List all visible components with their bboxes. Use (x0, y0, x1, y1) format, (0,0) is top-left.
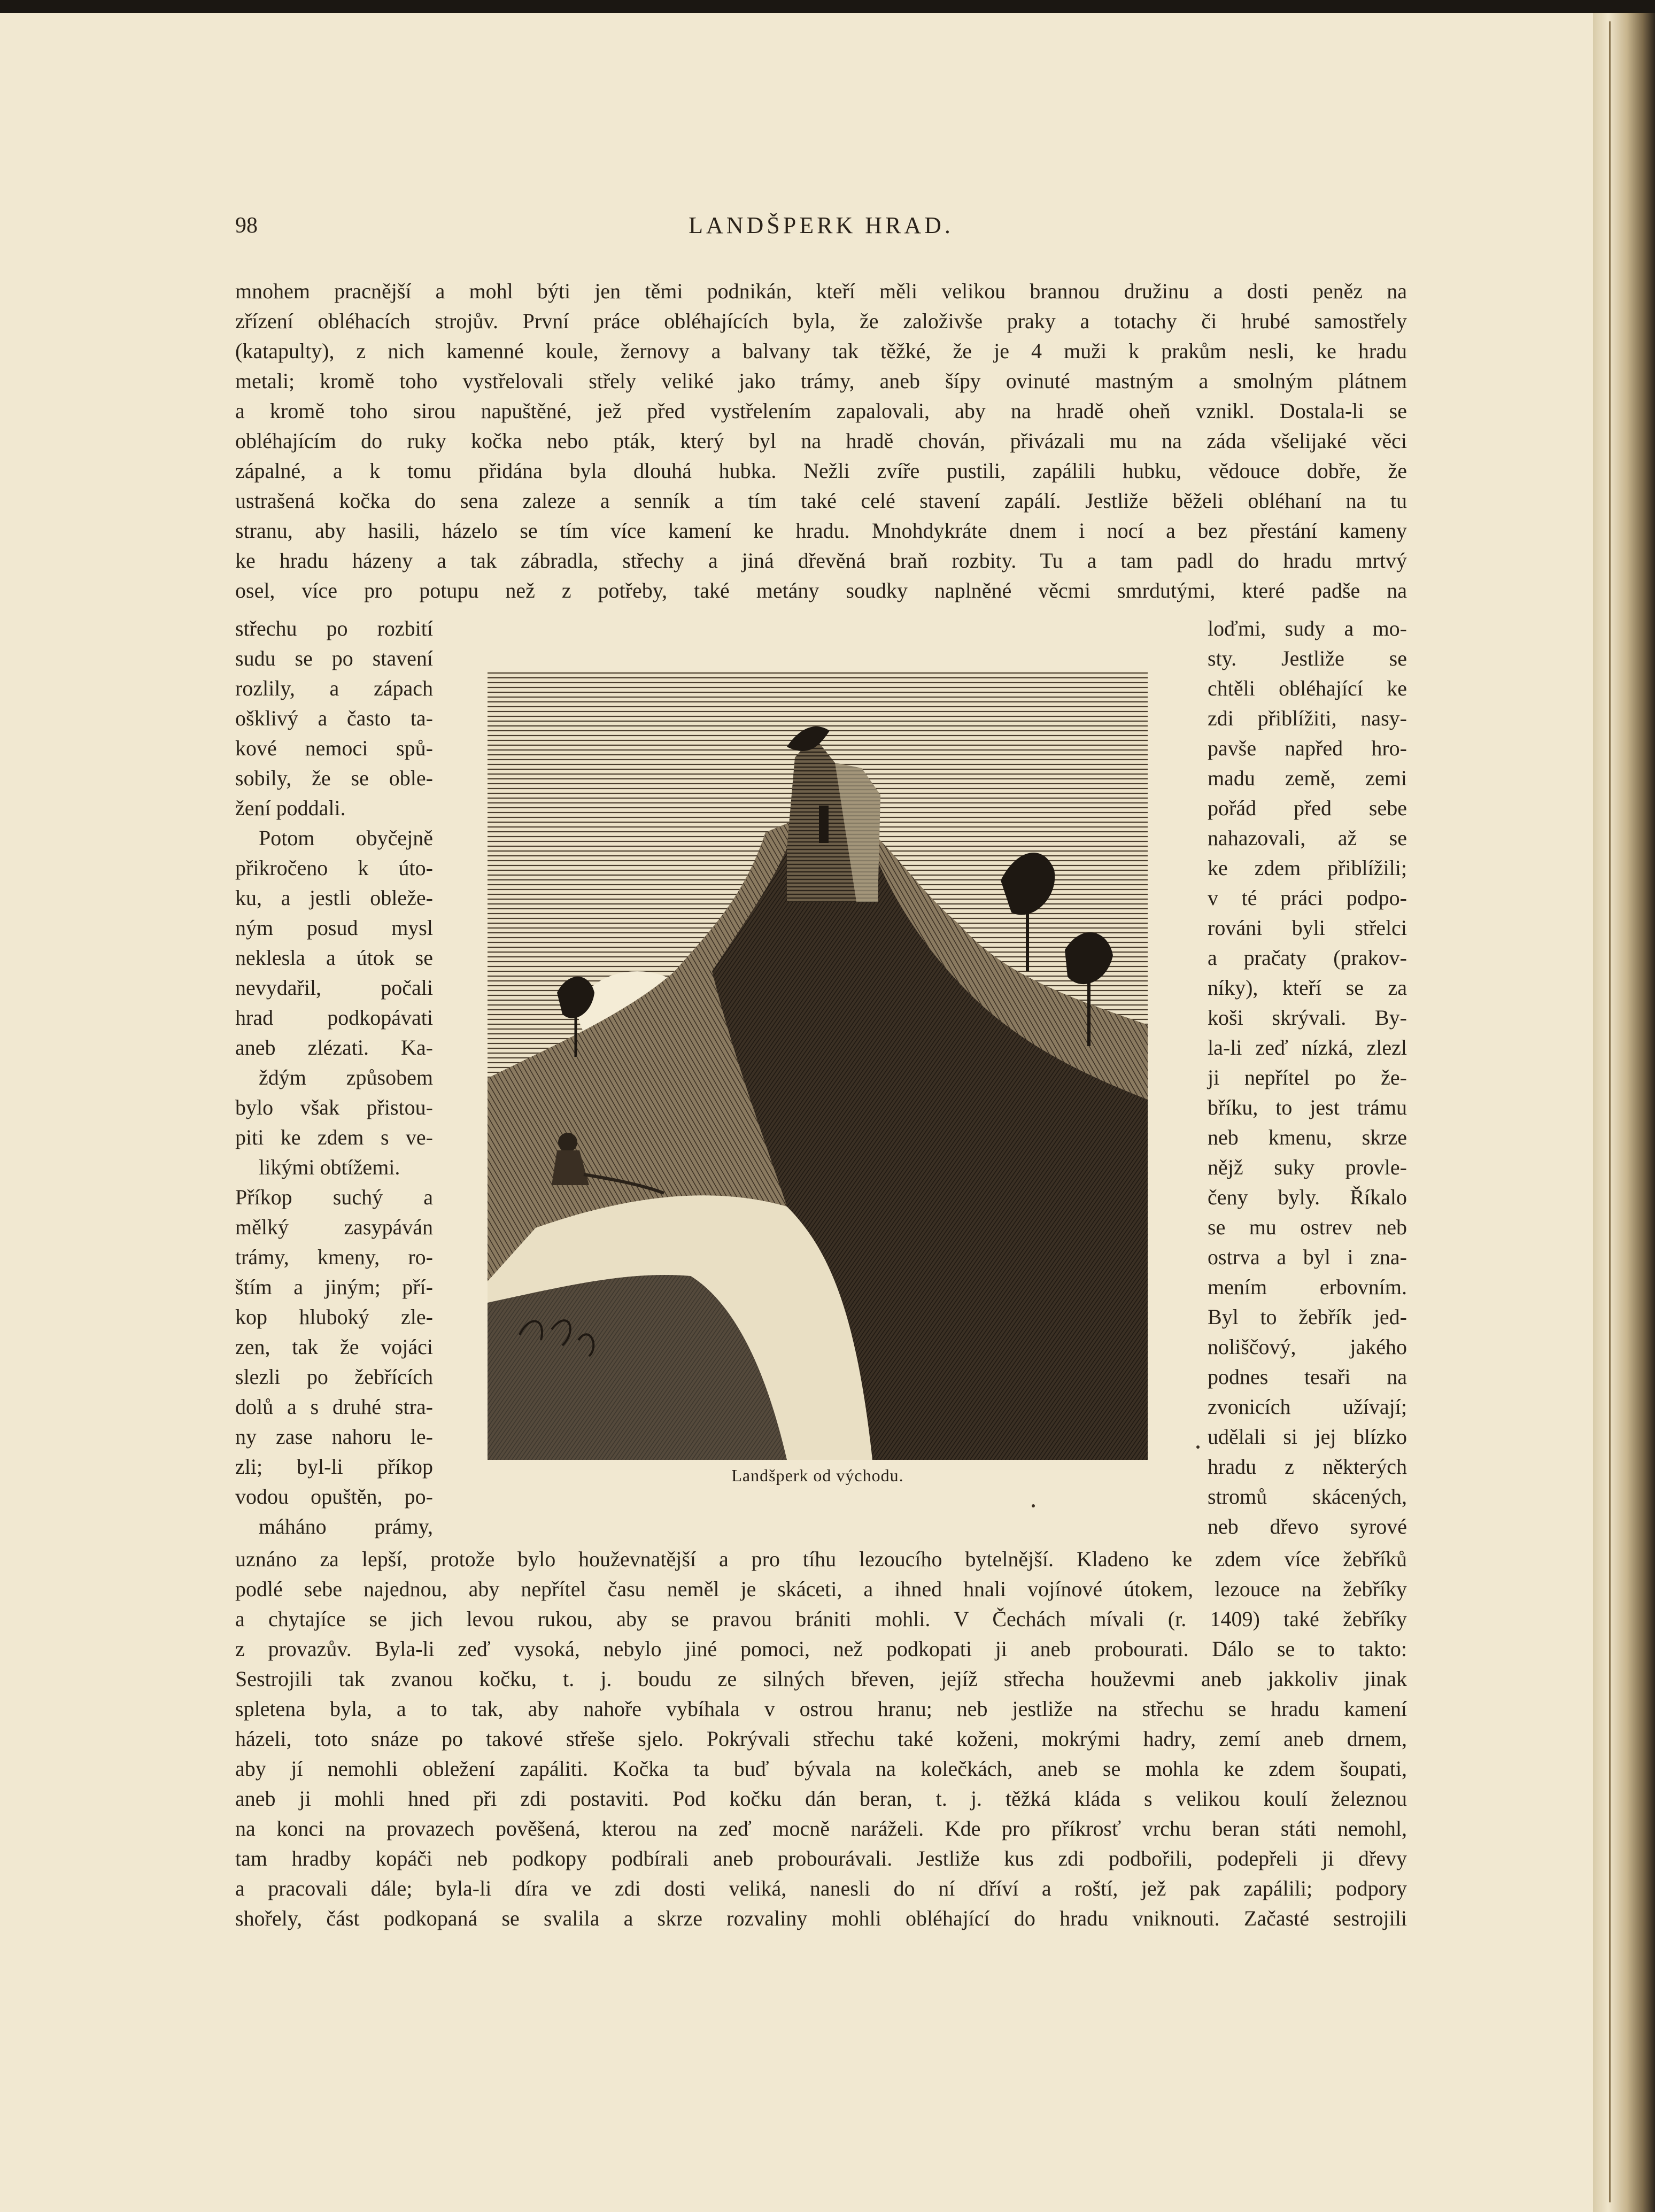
binding-line (1609, 21, 1611, 2202)
text-line: mělký zasypáván (235, 1215, 433, 1239)
text-line: neb dřevo syrové (1208, 1514, 1407, 1538)
text-line: přikročeno k úto- (235, 856, 433, 880)
text-line: mením erbovním. (1208, 1275, 1407, 1299)
text-line: bylo však přistou- (235, 1095, 433, 1119)
text-line: házeli, toto snáze po takové střeše sjelo. Pokrývali střechu také koženi, mokrými hadry, zemí aneb drnem, (235, 1727, 1407, 1751)
figure-caption: Landšperk od východu. (731, 1466, 904, 1485)
text-line: ostrva a byl i zna- (1208, 1245, 1407, 1269)
text-line: podlé sebe najednou, aby nepřítel času neměl je skáceti, a ihned hnali vojínové útokem, lezouce na žebříky (235, 1577, 1407, 1601)
text-line: spletena byla, a to tak, aby nahoře vybíhala v ostrou hranu; neb jestliže na střechu se hradu kamení (235, 1697, 1407, 1721)
text-line: vodou opuštěn, po- (235, 1484, 433, 1509)
text-line: la-li zeď nízká, zlezl (1208, 1035, 1407, 1059)
text-line: máháno prámy, (259, 1514, 433, 1538)
text-line: chtěli obléhající ke (1208, 676, 1407, 700)
text-line: pořád před sebe (1208, 796, 1407, 820)
text-line: obléhajícím do ruky kočka nebo pták, který byl na hradě chován, přivázali mu na záda všelijaké věci (235, 429, 1407, 453)
text-line: madu země, zemi (1208, 766, 1407, 790)
text-line: z provazův. Byla-li zeď vysoká, nebylo jiné pomoci, než podkopati ji aneb probourati. Dálo se to takto: (235, 1637, 1407, 1661)
text-line: níky), kteří se za (1208, 976, 1407, 1000)
text-line: zen, tak že vojáci (235, 1335, 433, 1359)
text-line: střechu po rozbití (235, 616, 433, 640)
text-line: loďmi, sudy a mo- (1208, 616, 1407, 640)
text-line: na konci na provazech pověšená, kterou na zeď mocně naráželi. Kde pro příkrosť vrchu beran státi nemohl, (235, 1816, 1407, 1840)
text-line: aby jí nemohli obležení zapáliti. Kočka ta buď bývala na kolečkách, aneb se mohla ke zdem šoupati, (235, 1757, 1407, 1781)
text-line: trámy, kmeny, ro- (235, 1245, 433, 1269)
text-line: (katapulty), z nich kamenné koule, žernovy a balvany tak těžké, že je 4 muži k prakům nesli, ke hradu (235, 339, 1407, 363)
text-line: Potom obyčejně (259, 826, 433, 850)
text-line: a kromě toho sirou napuštěné, jež před vystřelením zapalovali, aby na hradě oheň vznikl. Dostala-li se (235, 399, 1407, 423)
text-line: a pracovali dále; byla-li díra ve zdi dosti veliká, nanesli do ní dříví a roští, jež pak zapálili; podpory (235, 1876, 1407, 1900)
text-line: ke hradu házeny a tak zábradla, střechy a jiná dřevěná braň rozbity. Tu a tam padl do hradu mrtvý (235, 548, 1407, 573)
text-line: rozlily, a zápach (235, 676, 433, 700)
text-line: kop hluboký zle- (235, 1305, 433, 1329)
text-line: v té práci podpo- (1208, 886, 1407, 910)
text-line: ždým způsobem (259, 1065, 433, 1089)
text-line: nevydařil, počali (235, 976, 433, 1000)
text-line: nahazovali, až se (1208, 826, 1407, 850)
text-line: udělali si jej blízko (1208, 1425, 1407, 1449)
text-line: sobily, že se oble- (235, 766, 433, 790)
text-line: Byl to žebřík jed- (1208, 1305, 1407, 1329)
text-line: ny zase nahoru le- (235, 1425, 433, 1449)
text-line: a pračaty (prakov- (1208, 946, 1407, 970)
top-paragraph (235, 276, 1407, 606)
text-line: neklesla a útok se (235, 946, 433, 970)
text-line: mnohem pracnější a mohl býti jen těmi podnikán, kteří měli velikou brannou družinu a dosti peněz na (235, 279, 1407, 303)
text-line: podnes tesaři na (1208, 1365, 1407, 1389)
ink-speck (1196, 1445, 1200, 1449)
text-line: hrad podkopávati (235, 1006, 433, 1030)
book-page (0, 13, 1614, 2212)
text-line: ku, a jestli obleže- (235, 886, 433, 910)
text-line: ným posud mysl (235, 916, 433, 940)
text-line: a chytajíce se jich levou rukou, aby se pravou brániti mohli. V Čechách mívali (r. 1409) také žebříky (235, 1607, 1407, 1631)
text-line: neb kmenu, skrze (1208, 1125, 1407, 1149)
text-line: pavše napřed hro- (1208, 736, 1407, 760)
text-line: nějž suky provle- (1208, 1155, 1407, 1179)
text-line: osel, více pro potupu než z potřeby, také metány soudky naplněné věcmi smrdutými, které padše na (235, 578, 1407, 602)
text-line: piti ke zdem s ve- (235, 1125, 433, 1149)
text-line: hradu z některých (1208, 1455, 1407, 1479)
text-line: Sestrojili tak zvanou kočku, t. j. boudu ze silných břeven, jejíž střecha houževmi aneb jakkoliv jinak (235, 1667, 1407, 1691)
text-line: čeny byly. Říkalo (1208, 1185, 1407, 1209)
text-line: ji nepřítel po že- (1208, 1065, 1407, 1089)
text-line: stranu, aby hasili, házelo se tím více kamení ke hradu. Mnohdykráte dnem i nocí a bez přestání kameny (235, 519, 1407, 543)
text-line: žení poddali. (235, 796, 346, 820)
text-line: stromů skácených, (1208, 1484, 1407, 1509)
text-line: zápalné, a k tomu přidána byla dlouhá hubka. Nežli zvíře pustili, zapálili hubku, vědouce dobře, že (235, 459, 1407, 483)
text-line: dolů a s druhé stra- (235, 1395, 433, 1419)
running-head: LANDŠPERK HRAD. (689, 212, 954, 238)
text-line: zdi přiblížiti, nasy- (1208, 706, 1407, 730)
text-line: aneb ji mohli hned při zdi postaviti. Pod kočku dán beran, t. j. těžká kláda s velikou koulí železnou (235, 1786, 1407, 1811)
text-line: zvonicích užívají; (1208, 1395, 1407, 1419)
text-line: tam hradby kopáči neb podkopy podbírali aneb probourávali. Jestliže kus zdi podbořili, podepřeli ji dřevy (235, 1846, 1407, 1870)
text-line: zřízení obléhacích strojův. První práce obléhajících byla, že založivše praky a totachy či hrubé samostřely (235, 309, 1407, 333)
ink-speck (1032, 1504, 1035, 1507)
text-line: koši skrývali. By- (1208, 1006, 1407, 1030)
text-line: ošklivý a často ta- (235, 706, 433, 730)
text-line: likými obtížemi. (259, 1155, 400, 1179)
text-line: shořely, část podkopaná se svalila a skrze rozvaliny mohli obléhající do hradu vniknouti. Začasté sestrojili (235, 1906, 1407, 1930)
page-number: 98 (235, 213, 258, 238)
text-line: noliščový, jakého (1208, 1335, 1407, 1359)
text-line: ke zdem přiblížili; (1208, 856, 1407, 880)
text-line: Příkop suchý a (235, 1185, 433, 1209)
text-line: sudu se po stavení (235, 646, 433, 670)
right-column (1208, 614, 1407, 1542)
bottom-paragraph (235, 1544, 1407, 1933)
left-column (235, 614, 433, 1542)
text-line: sty. Jestliže se (1208, 646, 1407, 670)
page-edge (1593, 13, 1655, 2212)
text-line: ustrašená kočka do sena zaleze a senník a tím také celé stavení zapálí. Jestliže běželi obléhaní na tu (235, 489, 1407, 513)
text-line: bříku, to jest trámu (1208, 1095, 1407, 1119)
text-line: kové nemoci spů- (235, 736, 433, 760)
text-line: se mu ostrev neb (1208, 1215, 1407, 1239)
text-line: slezli po žebřících (235, 1365, 433, 1389)
text-line: rováni byli střelci (1208, 916, 1407, 940)
castle-ruin-engraving (488, 672, 1148, 1460)
text-line: zli; byl-li příkop (235, 1455, 433, 1479)
text-line: uznáno za lepší, protože bylo houževnatější a pro tíhu lezoucího bytelnější. Kladeno ke zdem více žebříků (235, 1547, 1407, 1571)
text-line: štím a jiným; pří- (235, 1275, 433, 1299)
text-line: aneb zlézati. Ka- (235, 1035, 433, 1059)
text-line: metali; kromě toho vystřelovali střely veliké jako trámy, aneb šípy ovinuté mastným a smolným plátnem (235, 369, 1407, 393)
